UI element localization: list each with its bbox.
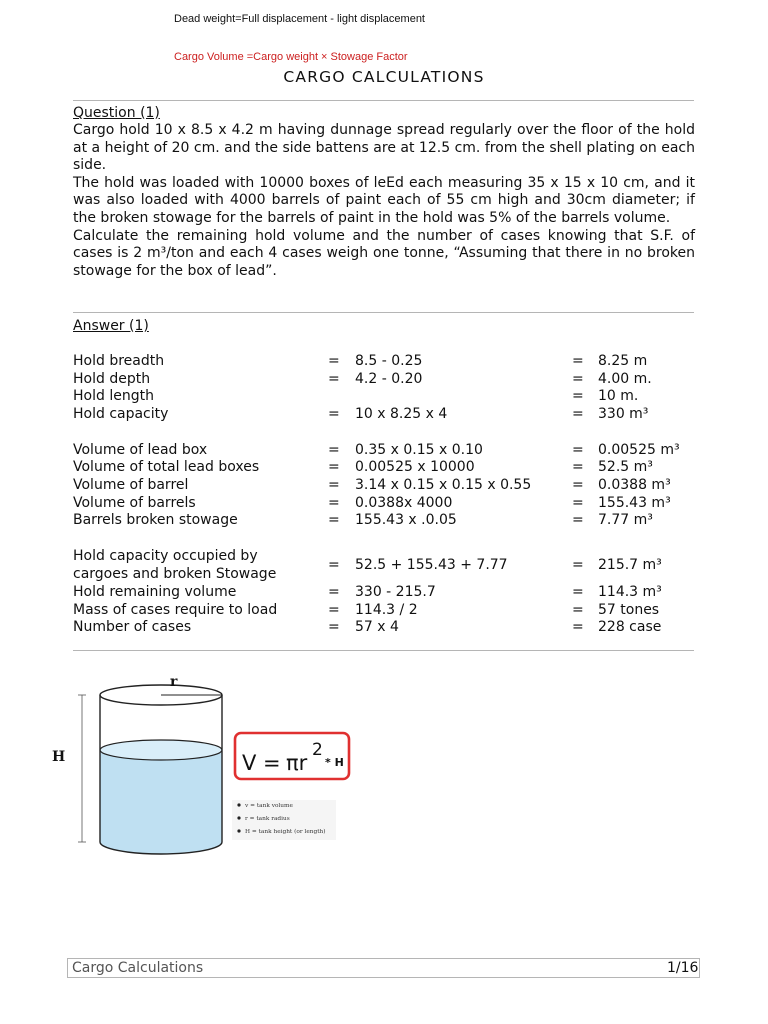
liquid-fill bbox=[100, 750, 222, 854]
calc-row-hold-depth bbox=[73, 371, 713, 389]
equals-sign: = bbox=[572, 406, 584, 422]
divider bbox=[73, 312, 694, 313]
calc-label bbox=[73, 548, 276, 583]
calc-row-total-lead-boxes bbox=[73, 459, 713, 477]
calc-result: 114.3 m³ bbox=[598, 584, 662, 600]
equals-sign: = bbox=[572, 442, 584, 458]
calc-expression: 4.2 - 0.20 bbox=[355, 371, 423, 387]
formula-v: V bbox=[242, 751, 257, 775]
deadweight-note: Dead weight=Full displacement - light displacement bbox=[174, 13, 425, 25]
calc-result: 4.00 m. bbox=[598, 371, 652, 387]
equals-sign: = bbox=[328, 495, 340, 511]
calc-label: Volume of barrels bbox=[73, 495, 196, 511]
equals-sign: = bbox=[572, 584, 584, 600]
calc-row-remaining-volume bbox=[73, 584, 713, 602]
equals-sign: = bbox=[572, 388, 584, 404]
cylinder-diagram bbox=[42, 662, 354, 862]
calc-row-lead-box-volume bbox=[73, 442, 713, 460]
calc-row-capacity-occupied bbox=[73, 548, 713, 583]
page-title: CARGO CALCULATIONS bbox=[283, 68, 485, 86]
legend-bullet bbox=[237, 803, 240, 806]
equals-sign: = bbox=[328, 353, 340, 369]
equals-sign: = bbox=[572, 619, 584, 635]
calc-label: Hold breadth bbox=[73, 353, 165, 369]
equals-sign: = bbox=[572, 371, 584, 387]
calc-label: Hold remaining volume bbox=[73, 584, 237, 600]
formula-exponent: 2 bbox=[312, 740, 323, 760]
legend-item: H = tank height (or length) bbox=[245, 829, 326, 835]
calc-expression: 10 x 8.25 x 4 bbox=[355, 406, 448, 422]
formula-times-h: * H bbox=[325, 756, 344, 769]
calc-row-hold-capacity bbox=[73, 406, 713, 424]
calc-label: Mass of cases require to load bbox=[73, 602, 278, 618]
equals-sign: = bbox=[328, 477, 340, 493]
calc-label: Hold length bbox=[73, 388, 154, 404]
calc-result: 7.77 m³ bbox=[598, 512, 653, 528]
equals-sign: = bbox=[328, 619, 340, 635]
equals-sign: = bbox=[572, 353, 584, 369]
radius-label: r bbox=[170, 674, 178, 690]
calc-result: 155.43 m³ bbox=[598, 495, 671, 511]
height-label: H bbox=[52, 749, 66, 765]
calc-expression: 8.5 - 0.25 bbox=[355, 353, 423, 369]
question-heading: Question (1) bbox=[73, 105, 160, 121]
calc-expression: 0.00525 x 10000 bbox=[355, 459, 475, 475]
calc-expression: 330 - 215.7 bbox=[355, 584, 436, 600]
calc-expression: 0.0388x 4000 bbox=[355, 495, 453, 511]
calc-row-barrel-volume bbox=[73, 477, 713, 495]
calc-label: Volume of barrel bbox=[73, 477, 189, 493]
calc-expression: 3.14 x 0.15 x 0.15 x 0.55 bbox=[355, 477, 532, 493]
calc-expression: 0.35 x 0.15 x 0.10 bbox=[355, 442, 483, 458]
equals-sign: = bbox=[328, 371, 340, 387]
equals-sign: = bbox=[328, 442, 340, 458]
calc-expression: 52.5 + 155.43 + 7.77 bbox=[355, 557, 508, 573]
question-paragraph-1: Cargo hold 10 x 8.5 x 4.2 m having dunnage spread regularly over the floor of the hold at a height of 20 cm. and the side battens are at 12.5 cm. from the shell plating on each side. bbox=[73, 122, 695, 174]
page-number: 1/16 bbox=[667, 960, 699, 976]
calc-label: Hold capacity bbox=[73, 406, 169, 422]
equals-sign: = bbox=[572, 602, 584, 618]
calc-expression: 114.3 / 2 bbox=[355, 602, 418, 618]
calc-row-number-of-cases bbox=[73, 619, 713, 637]
calc-result: 10 m. bbox=[598, 388, 639, 404]
question-paragraph-3: Calculate the remaining hold volume and the number of cases knowing that S.F. of cases is 2 m³/ton and each 4 cases weigh one tonne, “Assuming that there in no broken stowage for the box of lead”. bbox=[73, 227, 695, 279]
equals-sign: = bbox=[572, 477, 584, 493]
footer-title: Cargo Calculations bbox=[72, 960, 204, 976]
equals-sign: = bbox=[572, 557, 584, 573]
liquid-surface bbox=[100, 740, 222, 760]
calc-row-barrels-volume bbox=[73, 495, 713, 513]
calc-row-hold-length bbox=[73, 388, 713, 406]
divider bbox=[73, 100, 694, 101]
calc-expression: 155.43 x .0.05 bbox=[355, 512, 457, 528]
equals-sign: = bbox=[328, 512, 340, 528]
calc-label: Volume of lead box bbox=[73, 442, 208, 458]
equals-sign: = bbox=[572, 512, 584, 528]
formula-equals: = bbox=[263, 751, 281, 775]
equals-sign: = bbox=[328, 557, 340, 573]
equals-sign: = bbox=[572, 459, 584, 475]
calc-result: 215.7 m³ bbox=[598, 557, 662, 573]
calc-result: 0.00525 m³ bbox=[598, 442, 680, 458]
calc-label: Barrels broken stowage bbox=[73, 512, 238, 528]
question-text bbox=[73, 122, 695, 280]
calc-result: 8.25 m bbox=[598, 353, 648, 369]
equals-sign: = bbox=[328, 406, 340, 422]
cargo-volume-note: Cargo Volume =Cargo weight × Stowage Factor bbox=[174, 51, 408, 63]
cylinder-volume-figure bbox=[42, 662, 354, 862]
calc-result: 57 tones bbox=[598, 602, 660, 618]
calc-label-line: cargoes and broken Stowage bbox=[73, 565, 277, 582]
calc-label: Number of cases bbox=[73, 619, 192, 635]
legend-item: v = tank volume bbox=[245, 803, 293, 809]
formula-pi-r: πr bbox=[286, 751, 308, 775]
equals-sign: = bbox=[328, 459, 340, 475]
calc-result: 0.0388 m³ bbox=[598, 477, 671, 493]
answer-heading: Answer (1) bbox=[73, 318, 149, 334]
calc-result: 52.5 m³ bbox=[598, 459, 653, 475]
equals-sign: = bbox=[328, 584, 340, 600]
calc-label: Hold depth bbox=[73, 371, 151, 387]
equals-sign: = bbox=[328, 602, 340, 618]
calc-label-line: Hold capacity occupied by bbox=[73, 548, 258, 564]
equals-sign: = bbox=[572, 495, 584, 511]
calc-row-hold-breadth bbox=[73, 353, 713, 371]
legend-bullet bbox=[237, 829, 240, 832]
question-paragraph-2: The hold was loaded with 10000 boxes of leEd each measuring 35 x 15 x 10 cm, and it was also loaded with 4000 barrels of paint each of 55 cm high and 30cm diameter; if the broken stowage for the barrels of paint in the hold was 5% of the barrels volume. bbox=[73, 174, 695, 226]
calc-result: 330 m³ bbox=[598, 406, 649, 422]
divider bbox=[73, 650, 694, 651]
legend-bullet bbox=[237, 816, 240, 819]
calc-label: Volume of total lead boxes bbox=[73, 459, 260, 475]
calc-result: 228 case bbox=[598, 619, 662, 635]
calc-expression: 57 x 4 bbox=[355, 619, 399, 635]
legend-item: r = tank radius bbox=[245, 816, 290, 822]
calc-row-mass-of-cases bbox=[73, 602, 713, 620]
calc-row-broken-stowage bbox=[73, 512, 713, 530]
